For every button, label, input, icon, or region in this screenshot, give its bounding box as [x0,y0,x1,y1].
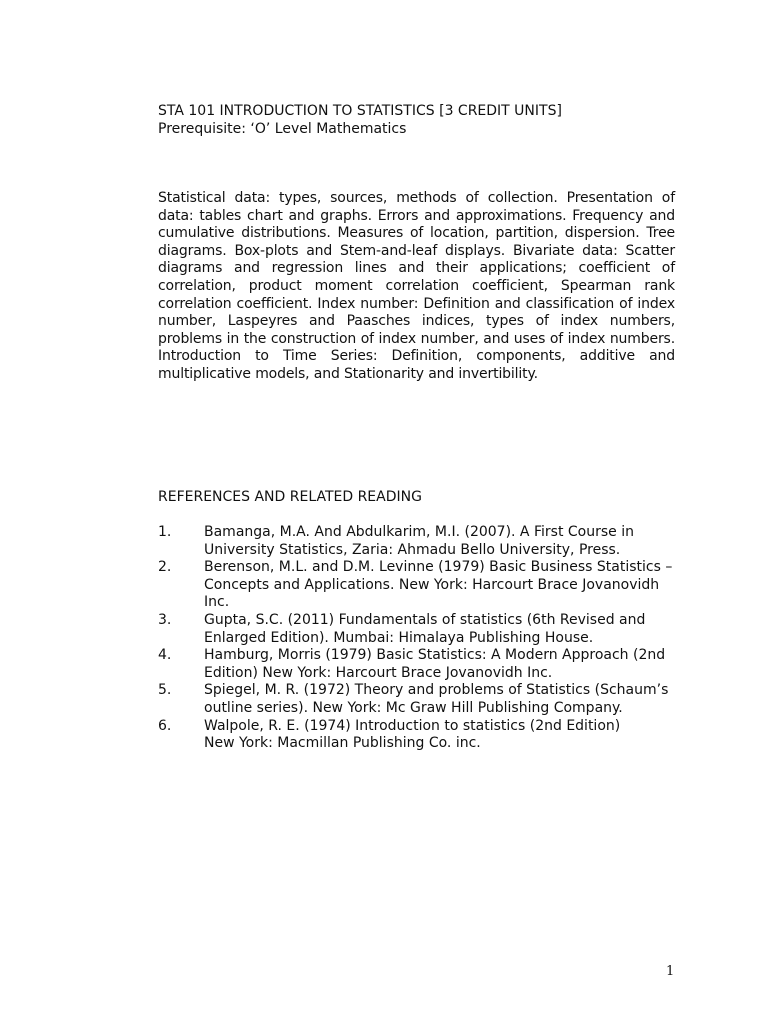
reference-text: Walpole, R. E. (1974) Introduction to statistics (2nd Edition) New York: Macmillan Publishing Co. inc. [204,717,621,752]
reference-item [158,682,678,717]
reference-item [158,718,678,753]
reference-number: 1. [158,524,172,540]
reference-number: 5. [158,682,172,699]
reference-item [158,647,678,682]
course-title: STA 101 INTRODUCTION TO STATISTICS [3 CREDIT UNITS] [158,103,562,119]
reference-number: 2. [158,559,172,576]
reference-number: 6. [158,717,172,734]
course-prerequisite: Prerequisite: ‘O’ Level Mathematics [158,121,407,137]
references-heading: REFERENCES AND RELATED READING [158,489,422,505]
reference-number: 4. [158,647,172,664]
reference-list [158,524,678,753]
page-number: 1 [666,964,675,979]
reference-number: 3. [158,611,172,628]
reference-item [158,524,678,559]
reference-item [158,559,678,612]
reference-text: Spiegel, M. R. (1972) Theory and problems of Statistics (Schaum’s outline series). New York: Mc Graw Hill Publishing Company. [204,682,669,716]
reference-text: Berenson, M.L. and D.M. Levinne (1979) Basic Business Statistics – Concepts and Applications. New York: Harcourt Brace Jovanovidh Inc. [204,559,673,611]
reference-item [158,612,678,647]
reference-text: Bamanga, M.A. And Abdulkarim, M.I. (2007). A First Course in University Statistics, Zaria: Ahmadu Bello University, Press. [204,524,634,558]
reference-text: Hamburg, Morris (1979) Basic Statistics: A Modern Approach (2nd Edition) New York: Harcourt Brace Jovanovidh Inc. [204,647,666,681]
course-description: Statistical data: types, sources, methods of collection. Presentation of data: tables chart and graphs. Errors and approximations. Frequency and cumulative distributions. Measures of location, partition, dispersion. Tree diagrams. Box-plots and Stem-and-leaf displays. Bivariate data: Scatter diagrams and regression lines and their applications; coefficient of correlation, product moment correlation coefficient, Spearman rank correlation coefficient. Index number: Definition and classification of index number, Laspeyres and Paasches indices, types of index numbers, problems in the construction of index number, and uses of index numbers. Introduction to Time Series: Definition, components, additive and multiplicative models, and Stationarity and invertibility. [158,190,675,382]
reference-text: Gupta, S.C. (2011) Fundamentals of statistics (6th Revised and Enlarged Edition). Mumbai: Himalaya Publishing House. [204,611,646,646]
